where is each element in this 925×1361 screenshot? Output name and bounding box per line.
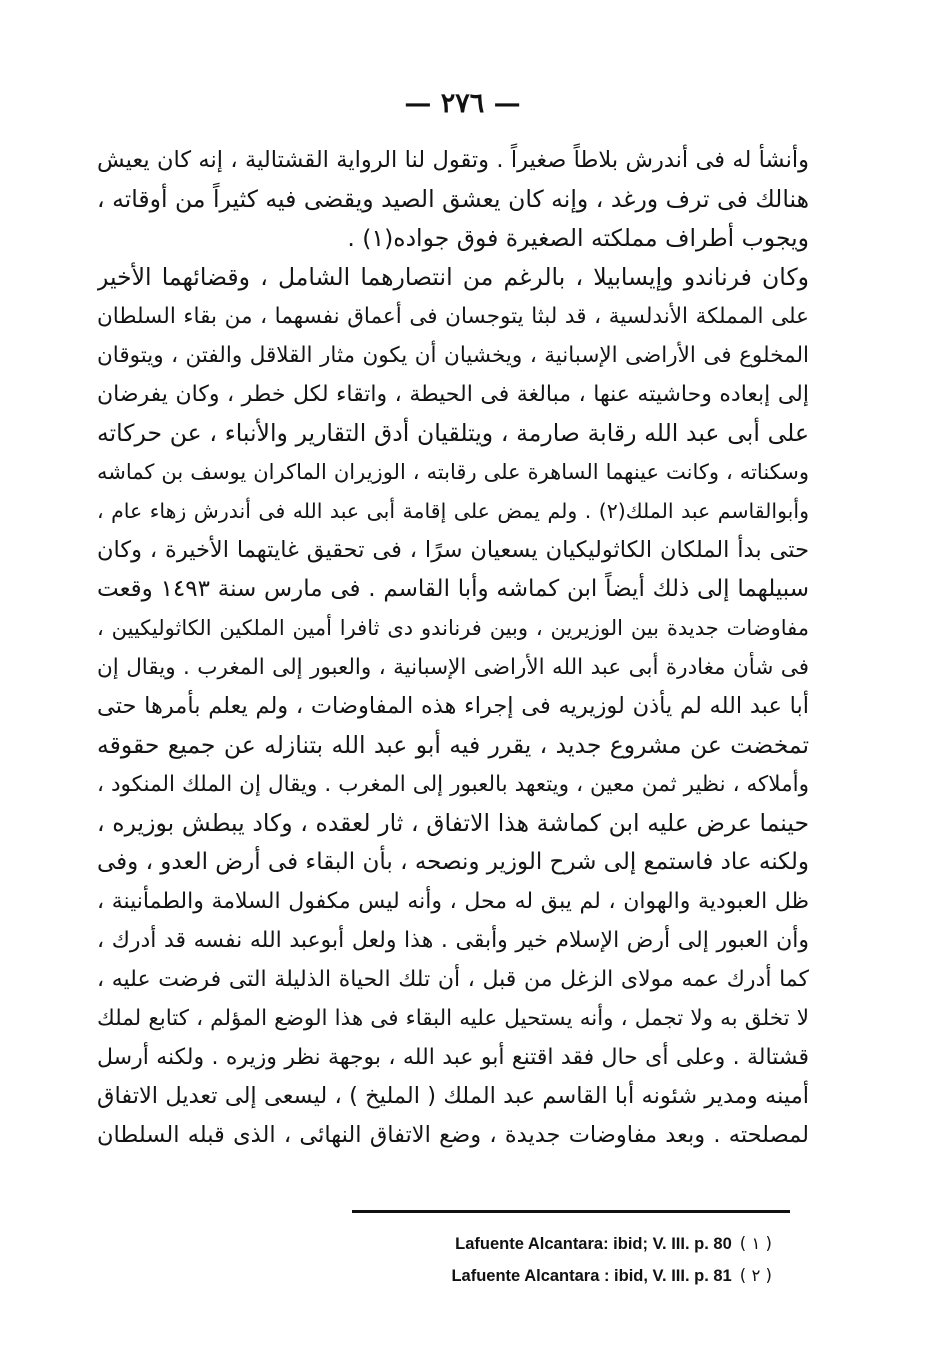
footnote-text: Lafuente Alcantara : ibid, V. III. p. 81 — [451, 1267, 732, 1285]
text-line: على المملكة الأندلسية ، قد لبثا يتوجسان فى أعماق نفسهما ، من بقاء السلطان — [97, 304, 809, 329]
text-line: وسكناته ، وكانت عينهما الساهرة على رقابته ، الوزيران الماكران يوسف بن كماشه — [97, 460, 809, 484]
text-line: ويجوب أطراف مملكته الصغيرة فوق جواده(١) . — [347, 224, 809, 252]
text-line: وأنشأ له فى أندرش بلاطاً صغيراً . وتقول لنا الرواية القشتالية ، إنه كان يعيش — [97, 147, 809, 173]
text-line: أبا عبد الله لم يأذن لوزيريه فى إجراء هذه المفاوضات ، ولم يعلم بأمرها حتى — [97, 693, 809, 719]
footnotes — [352, 1228, 772, 1292]
text-line: سبيلهما إلى ذلك أيضاً ابن كماشه وأبا القاسم . فى مارس سنة ١٤٩٣ وقعت — [97, 576, 809, 602]
footnote-number: ( ٢ ) — [739, 1266, 772, 1285]
text-line: كما أدرك عمه مولاى الزغل من قبل ، أن تلك الحياة الذليلة التى فرضت عليه ، — [97, 967, 809, 992]
text-line: وأبوالقاسم عبد الملك(٢) . ولم يمض على إقامة أبى عبد الله فى أندرش زهاء عام ، — [97, 499, 809, 523]
footnote-number: ( ١ ) — [739, 1234, 772, 1253]
text-line: وكان فرناندو وإيسابيلا ، بالرغم من انتصارهما الشامل ، وقضائهما الأخير — [97, 263, 809, 291]
text-line: لا تخلق به ولا تجمل ، وأنه يستحيل عليه البقاء فى هذا الوضع المؤلم ، كتابع لملك — [97, 1006, 809, 1031]
text-line: المخلوع فى الأراضى الإسبانية ، ويخشيان أن يكون مثار القلاقل والفتن ، ويتوقان — [97, 343, 809, 368]
text-line: تمخضت عن مشروع جديد ، يقرر فيه أبو عبد الله بتنازله عن جميع حقوقه — [97, 731, 809, 759]
text-line: ولكنه عاد فاستمع إلى شرح الوزير ونصحه ، بأن البقاء فى أرض العدو ، وفى — [97, 849, 809, 875]
text-line: على أبى عبد الله رقابة صارمة ، ويتلقيان أدق التقارير والأنباء ، عن حركاته — [97, 419, 809, 447]
footnote-item — [352, 1260, 772, 1292]
text-line: وأملاكه ، نظير ثمن معين ، ويتعهد بالعبور إلى المغرب . ويقال إن الملك المنكود ، — [97, 772, 809, 797]
text-line: قشتالة . وعلى أى حال فقد اقتنع أبو عبد الله ، بوجهة نظر وزيره . ولكنه أرسل — [97, 1045, 809, 1070]
text-line: أمينه ومدير شئونه أبا القاسم عبد الملك ( المليخ ) ، ليسعى إلى تعديل الاتفاق — [97, 1083, 809, 1109]
text-line: حتى بدأ الملكان الكاثوليكيان يسعيان سرًا ، فى تحقيق غايتهما الأخيرة ، وكان — [97, 537, 809, 563]
text-line: هنالك فى ترف ورغد ، وإنه كان يعشق الصيد ويقضى فيه كثيراً من أوقاته ، — [97, 185, 809, 213]
text-line: مفاوضات جديدة بين الوزيرين ، وبين فرناندو دى ثافرا أمين الملكين الكاثوليكيين ، — [97, 616, 809, 640]
text-line: وأن العبور إلى أرض الإسلام خير وأبقى . هذا ولعل أبوعبد الله نفسه قد أدرك ، — [97, 928, 809, 953]
text-line: إلى إبعاده وحاشيته عنها ، مبالغة فى الحيطة ، واتقاء لكل خطر ، وكان يفرضان — [97, 382, 809, 407]
footnote-divider — [352, 1210, 790, 1213]
text-line: حينما عرض عليه ابن كماشة هذا الاتفاق ، ثار لعقده ، وكاد يبطش بوزيره ، — [97, 809, 809, 837]
text-line: ظل العبودية والهوان ، لم يبق له محل ، وأنه ليس مكفول السلامة والطمأنينة ، — [97, 889, 809, 914]
footnote-item — [352, 1228, 772, 1260]
page-number: — ٢٧٦ — — [404, 88, 521, 119]
text-line: فى شأن مغادرة أبى عبد الله الأراضى الإسبانية ، والعبور إلى المغرب . ويقال إن — [97, 655, 809, 680]
text-line: لمصلحته . وبعد مفاوضات جديدة ، وضع الاتفاق النهائى ، الذى قبله السلطان — [97, 1122, 809, 1148]
body-text — [97, 141, 809, 1155]
footnote-text: Lafuente Alcantara: ibid; V. III. p. 80 — [455, 1235, 732, 1253]
